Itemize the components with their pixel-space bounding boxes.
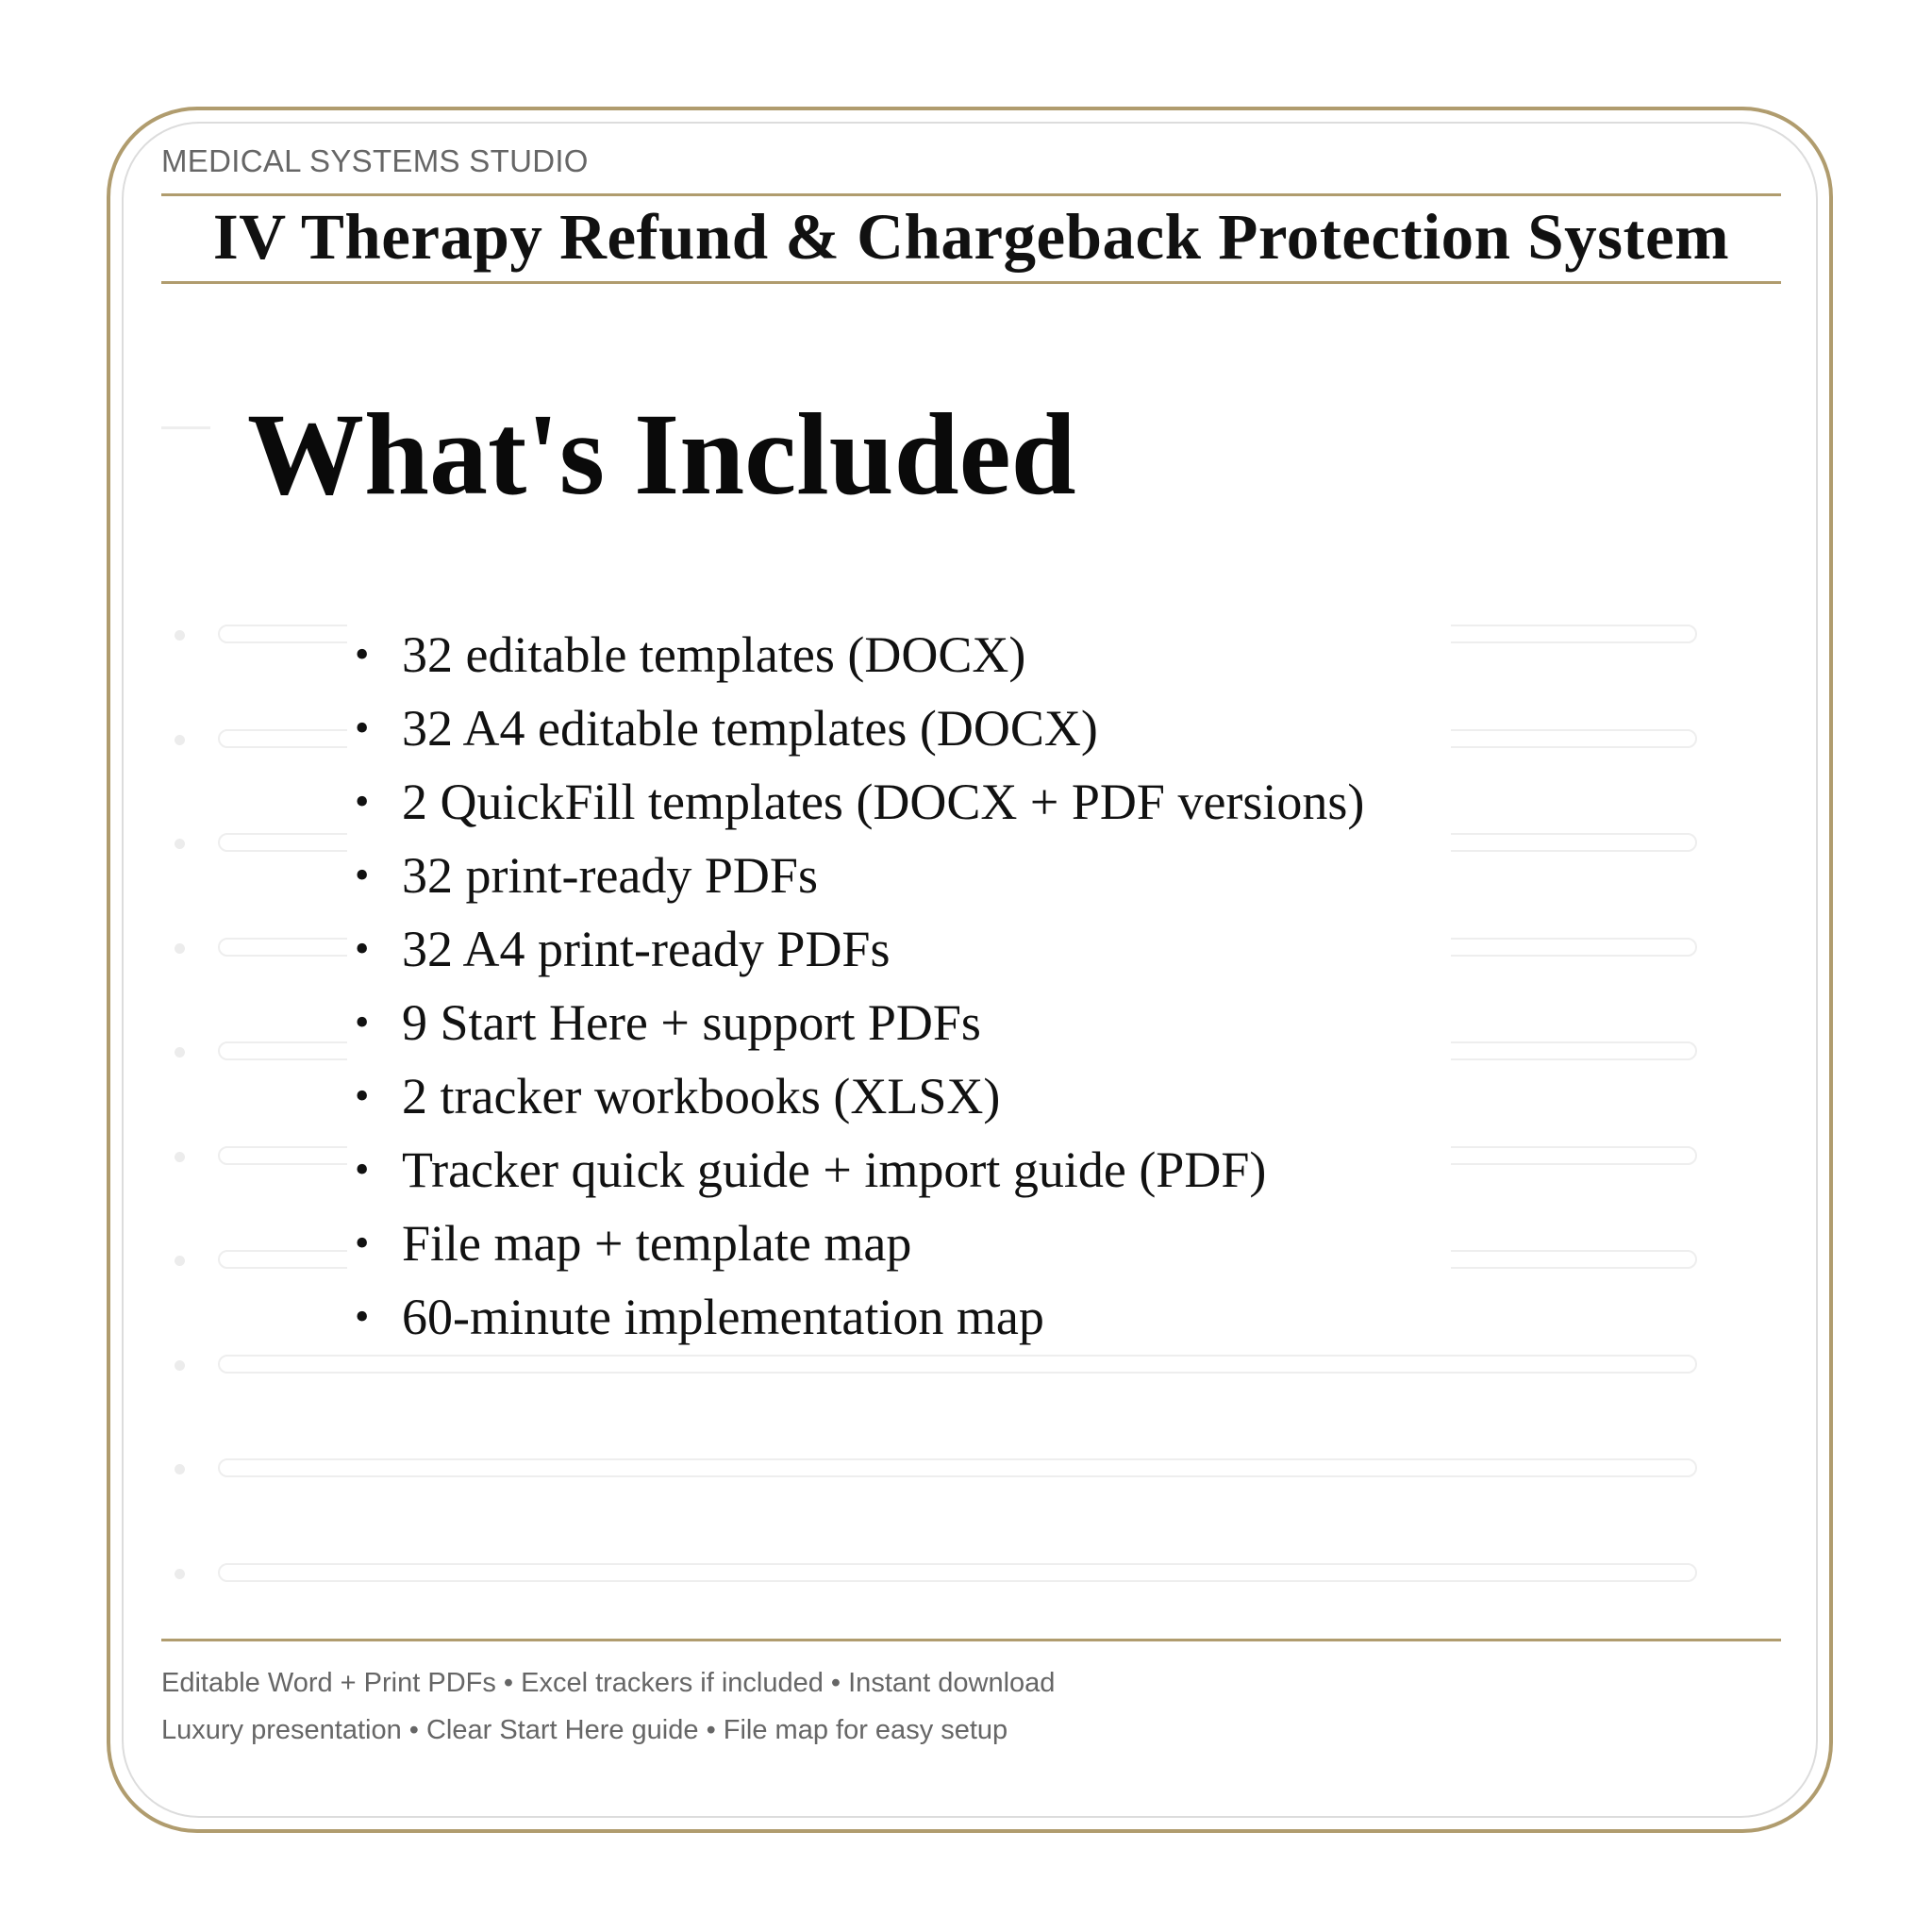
bullet-icon: • bbox=[355, 1293, 370, 1340]
list-item-text: 60-minute implementation map bbox=[402, 1289, 1044, 1345]
list-item bbox=[347, 1280, 1451, 1354]
list-item bbox=[347, 618, 1451, 691]
included-items-list bbox=[347, 618, 1451, 1354]
bullet-icon: • bbox=[355, 1146, 370, 1192]
list-item bbox=[347, 839, 1451, 912]
list-item bbox=[347, 912, 1451, 986]
ghost-dot bbox=[175, 630, 185, 641]
ghost-dot bbox=[175, 1464, 185, 1474]
list-item bbox=[347, 1059, 1451, 1133]
footer-line-2: Luxury presentation • Clear Start Here guide • File map for easy setup bbox=[161, 1715, 1008, 1745]
bullet-icon: • bbox=[355, 925, 370, 972]
document-title: IV Therapy Refund & Chargeback Protection System bbox=[212, 200, 1730, 273]
list-item-text: 32 editable templates (DOCX) bbox=[402, 626, 1026, 683]
list-item-text: 2 tracker workbooks (XLSX) bbox=[402, 1068, 1001, 1124]
list-item-text: 32 A4 editable templates (DOCX) bbox=[402, 700, 1098, 757]
list-item bbox=[347, 765, 1451, 839]
ghost-bar bbox=[218, 1563, 1697, 1582]
heading-mark bbox=[161, 426, 210, 429]
ghost-dot bbox=[175, 1256, 185, 1266]
ghost-dot bbox=[175, 735, 185, 745]
list-item-text: File map + template map bbox=[402, 1215, 912, 1272]
section-heading: What's Included bbox=[247, 390, 1076, 519]
title-rule-bottom bbox=[161, 281, 1781, 284]
ghost-dot bbox=[175, 1152, 185, 1162]
bullet-icon: • bbox=[355, 999, 370, 1045]
footer-rule bbox=[161, 1639, 1781, 1641]
list-item-text: 9 Start Here + support PDFs bbox=[402, 994, 981, 1051]
ghost-bar bbox=[218, 1458, 1697, 1477]
bullet-icon: • bbox=[355, 852, 370, 898]
brand-label: MEDICAL SYSTEMS STUDIO bbox=[161, 143, 589, 178]
bullet-icon: • bbox=[355, 705, 370, 751]
list-item-text: 32 print-ready PDFs bbox=[402, 847, 818, 904]
bullet-icon: • bbox=[355, 631, 370, 677]
ghost-dot bbox=[175, 1047, 185, 1058]
list-item-text: Tracker quick guide + import guide (PDF) bbox=[402, 1141, 1267, 1198]
bullet-icon: • bbox=[355, 778, 370, 824]
ghost-dot bbox=[175, 943, 185, 954]
footer-line-1: Editable Word + Print PDFs • Excel trackers if included • Instant download bbox=[161, 1668, 1056, 1698]
bullet-icon: • bbox=[355, 1220, 370, 1266]
list-item-text: 2 QuickFill templates (DOCX + PDF versions) bbox=[402, 774, 1365, 830]
ghost-dot bbox=[175, 1360, 185, 1371]
list-item-text: 32 A4 print-ready PDFs bbox=[402, 921, 891, 977]
list-item bbox=[347, 986, 1451, 1059]
list-item bbox=[347, 1207, 1451, 1280]
list-item bbox=[347, 691, 1451, 765]
list-item bbox=[347, 1133, 1451, 1207]
ghost-dot bbox=[175, 839, 185, 849]
ghost-dot bbox=[175, 1569, 185, 1579]
ghost-bar bbox=[218, 1355, 1697, 1374]
bullet-icon: • bbox=[355, 1073, 370, 1119]
